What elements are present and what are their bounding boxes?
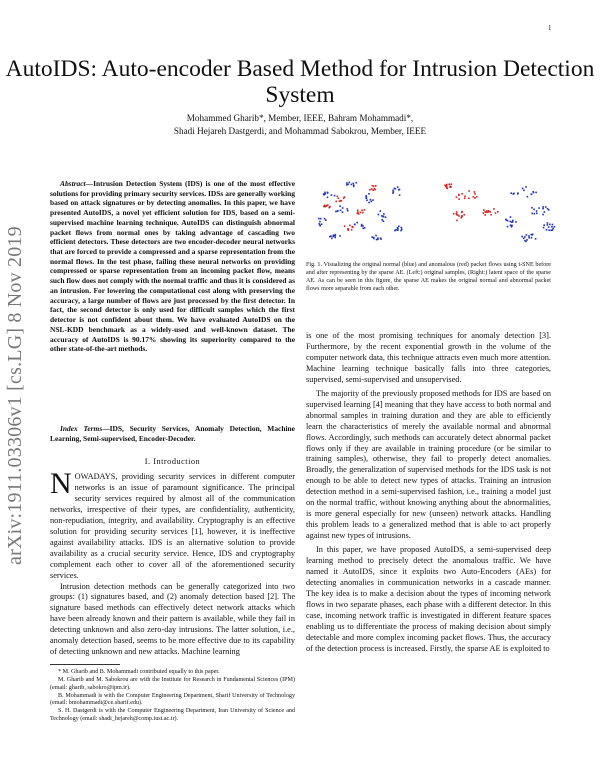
anomalous-point [335,201,337,203]
normal-point [376,239,378,241]
anomalous-point [448,184,450,186]
anomalous-point [473,196,475,198]
abstract-text: —Intrusion Detection System (IDS) is one of the most effective solutions for providing primary security services. IDSs are generally working based on attack signatures or by detecting anomalies. In this paper, we have presented AutoIDS, a novel yet efficient solution for IDS, based on a semi-supervised machine learning technique. AutoIDS can distinguish abnormal packet flows from normal ones by taking advantage of cascading two efficient detectors. These detectors are two encoder-decoder neural networks that are forced to provide a compressed and a sparse representation from the normal flows. In the test phase, failing these neural networks on providing compressed or sparse representation from an incoming packet flow, means such flow does not comply with the normal traffic and thus it is considered as an intrusion. For lowering the computational cost along with preserving the accuracy, a large number of flows are just processed by the first detector. In fact, the second detector is only used for difficult samples which the first detector is not confident about them. We have evaluated AutoIDS on the NSL-KDD benchmark as a widely-used and well-known dataset. The accuracy of AutoIDS is 90.17% showing its superiority compared to the other state-of-the-art methods. [50,179,295,354]
anomalous-point [349,225,351,227]
anomalous-point [468,190,470,192]
normal-point [329,236,331,238]
normal-point [531,207,533,209]
normal-point [318,223,320,225]
normal-point [364,227,366,229]
normal-point [361,224,363,226]
normal-point [366,197,368,199]
normal-point [347,210,349,212]
normal-point [325,219,327,221]
normal-point [327,192,329,194]
normal-point [373,237,375,239]
normal-point [371,236,373,238]
anomalous-point [464,198,466,200]
normal-point [507,220,509,222]
anomalous-point [446,185,448,187]
anomalous-point [450,186,452,188]
normal-point [543,224,545,226]
normal-point [547,222,549,224]
normal-point [552,228,554,230]
normal-point [522,188,524,190]
drop-cap: N [50,467,72,500]
normal-point [536,213,538,215]
anomalous-point [360,212,362,214]
normal-point [531,193,533,195]
normal-point [370,199,372,201]
normal-point [505,219,507,221]
normal-point [342,211,344,213]
anomalous-point [483,212,485,214]
normal-point [372,199,374,201]
normal-point [535,192,537,194]
index-terms [50,424,295,443]
anomalous-point [357,211,359,213]
normal-point [361,225,363,227]
anomalous-point [338,198,340,200]
normal-point [347,184,349,186]
normal-point [536,210,538,212]
paper-title: AutoIDS: Auto-encoder Based Method for Intrusion Detection System [5,56,595,108]
footnote: M. Gharib and M. Sabokrou are with the Institute for Research in Fundamental Sciences (IPM) (email: gharib, sabokro@ipm.ir). [50,676,295,691]
normal-point [380,210,382,212]
normal-point [546,229,548,231]
normal-point [550,230,552,232]
anomalous-point [357,213,359,215]
normal-point [334,195,336,197]
normal-point [528,235,530,237]
normal-point [371,201,373,203]
normal-point [392,190,394,192]
normal-point [510,224,512,226]
normal-point [327,197,329,199]
normal-point [383,213,385,215]
normal-point [512,193,514,195]
anomalous-point [458,194,460,196]
anomalous-point [461,193,463,195]
index-terms-text: —IDS, Security Services, Anomaly Detection, Machine Learning, Semi-supervised, Encoder-Decoder. [50,424,295,443]
anomalous-point [337,196,339,198]
intro-paragraph-1 [50,467,295,582]
normal-point [362,228,364,230]
tsne-original-plot [318,182,403,241]
normal-point [366,195,368,197]
anomalous-point [497,211,499,213]
normal-point [545,206,547,208]
normal-point [531,213,533,215]
figure-caption: Fig. 1. Visualizing the original normal (blue) and anomalous (red) packet flows using t-SNE before and after representing by the sparse AE. (Left:) original samples, (Right:) latent space of the sparse AE. As can be seen in this figure, the sparse AE makes the original normal and abnormal packet flows more separable from each other. [306,262,551,292]
normal-point [354,224,356,226]
normal-point [542,206,544,208]
anomalous-point [375,185,377,187]
normal-point [319,225,321,227]
normal-point [353,186,355,188]
footnote: S. H. Dastgerdi is with the Computer Engineering Department, Iran University of Science and Technology (email: shadi_hejareh@comp.iust.ac.ir). [50,708,295,723]
normal-point [534,213,536,215]
normal-point [380,237,382,239]
normal-point [551,226,553,228]
normal-point [399,194,401,196]
normal-point [527,196,529,198]
normal-point [532,234,534,236]
anomalous-point [357,210,359,212]
normal-point [339,235,341,237]
normal-point [400,230,402,232]
normal-point [512,221,514,223]
normal-point [521,236,523,238]
normal-point [356,222,358,224]
normal-point [538,207,540,209]
anomalous-point [347,229,349,231]
anomalous-point [369,189,371,191]
normal-point [339,205,341,207]
anomalous-point [495,212,497,214]
normal-point [394,230,396,232]
anomalous-point [362,212,364,214]
normal-point [397,186,399,188]
normal-point [353,183,355,185]
anomalous-point [456,220,458,222]
author-line-1: Mohammed Gharib*, Member, IEEE, Bahram Mohammadi*, [186,113,414,123]
tsne-latent-plot [444,183,555,242]
normal-point [507,226,509,228]
intro-paragraph-2: Intrusion detection methods can be generally categorized into two groups: (1) signatures based, and (2) anomaly detection based [2]. The signature based methods can effectively detect network attacks which have been already known and their pattern is available, while they fail in detecting unknown and also zero-day intrusions. The latter solution, i.e., anomaly detection based, seems to be more effective due to its capability of detecting unknown and new attacks. Machine learning [50,581,295,657]
normal-point [397,229,399,231]
anomalous-point [464,196,466,198]
anomalous-point [374,189,376,191]
normal-point [544,211,546,213]
normal-point [342,207,344,209]
anomalous-point [339,200,341,202]
normal-point [510,216,512,218]
abstract-label: Abstract [60,179,86,188]
arxiv-stamp: arXiv:1911.03306v1 [cs.LG] 8 Nov 2019 [4,226,26,565]
normal-point [517,193,519,195]
normal-point [340,210,342,212]
author-line-2: Shadi Hejareh Dastgerdi, and Mohammad Sabokrou, Member, IEEE [173,126,427,136]
normal-point [510,192,512,194]
normal-point [509,221,511,223]
anomalous-point [456,211,458,213]
anomalous-point [474,193,476,195]
normal-point [325,193,327,195]
anomalous-point [458,198,460,200]
normal-point [366,199,368,201]
anomalous-point [488,210,490,212]
normal-point [335,211,337,213]
normal-point [337,210,339,212]
section-heading: I. Introduction [144,457,201,466]
normal-point [394,188,396,190]
normal-point [397,228,399,230]
right-paragraph-3: In this paper, we have proposed AutoIDS, a semi-supervised deep learning method to precisely detect the anomalous traffic. We have named it AutoIDS, since it exploits two Auto-Encoders (AEs) for detecting anomalies in communication networks in a cascade manner. The key idea is to make a decision about the types of incoming network flows in two separate phases, each phase with a different detector. In this case, incoming network traffic is investigated in different feature spaces enabling us to differentiate the process of making decision about simply detectable and more complex incoming packet flows. Thus, the accuracy of the detection process is increased. Firstly, the sparse AE is exploited to [306,545,551,653]
normal-point [377,239,379,241]
footnote-rule [50,664,120,665]
tsne-figure [298,175,560,247]
normal-point [320,218,322,220]
anomalous-point [341,200,343,202]
normal-point [334,235,336,237]
normal-point [533,209,535,211]
abstract [50,179,295,354]
normal-point [381,219,383,221]
normal-point [523,190,525,192]
anomalous-point [474,191,476,193]
footnotes [50,669,295,724]
anomalous-point [446,184,448,186]
anomalous-point [463,214,465,216]
normal-point [535,238,537,240]
anomalous-point [364,209,366,211]
anomalous-point [489,211,491,213]
footnote: B. Mohammadi is with the Computer Engineering Department, Sharif University of Technology (email: bmohammadi@ce.sharif.edu). [50,692,295,707]
normal-point [512,220,514,222]
normal-point [368,193,370,195]
anomalous-point [373,185,375,187]
anomalous-point [468,198,470,200]
normal-point [375,235,377,237]
index-terms-label: Index Terms [60,424,103,433]
normal-point [378,214,380,216]
normal-point [319,221,321,223]
normal-point [523,238,525,240]
normal-point [401,227,403,229]
anomalous-point [361,210,363,212]
right-paragraph-2: The majority of the previously proposed methods for IDS are based on supervised learning [4] meaning that they have access to both normal and abnormal samples in training duration and they are able to efficiently learn the characteristics of merely the available normal and abnormal flows. Accordingly, such methods can accurately detect abnormal packet flows only if they are available in training procedure (or be similar to training samples), otherwise, they fail to properly detect anomalies. Broadly, the generalization of supervised methods for the IDS task is not enough to be able to detect new types of attacks. Training an intrusion detection method in a semi-supervised fashion, i.e., training a model just on the normal traffic, without knowing anything about the abnormalities, is more general especially for new (unseen) network attacks. Handling this problem leads to a generalized method that is able to act properly against new types of intrusions. [306,388,551,541]
normal-point [548,209,550,211]
normal-point [528,237,530,239]
normal-point [542,214,544,216]
normal-point [547,224,549,226]
normal-point [324,192,326,194]
intro-body [50,467,295,658]
normal-point [398,189,400,191]
intro-paragraph-1-text: providing security services in different computer networks is an issue of paramount significance. The principal security services required by almost all of the communication networks, irrespective of their types, are confidentiality, authenticity, non-repudiation, integrity, and availability. Cryptography is an effective solution for providing security services [1], however, it is ineffective against availability attacks. IDS is an alternative solution to provide availability as a crucial security service. Hence, IDS and cryptography complement each other to cover all of the aforementioned security services. [50,472,295,580]
normal-point [549,224,551,226]
anomalous-point [352,226,354,228]
normal-point [324,218,326,220]
anomalous-point [461,216,463,218]
normal-point [356,182,358,184]
normal-point [526,239,528,241]
anomalous-point [344,225,346,227]
anomalous-point [456,214,458,216]
page-number: 1 [548,24,552,32]
right-paragraph-1: is one of the most promising techniques for anomaly detection [3]. Furthermore, by the recent exponential growth in the volume of the computer network data, this technique attracts even much more attention. Machine learning technique basically falls into three categories, supervised, semi-supervised and unsupervised. [306,331,551,384]
normal-point [321,223,323,225]
anomalous-point [328,207,330,209]
anomalous-point [351,229,353,231]
normal-point [318,218,320,220]
normal-point [524,240,526,242]
anomalous-point [372,189,374,191]
anomalous-point [453,213,455,215]
anomalous-point [326,205,328,207]
normal-point [331,238,333,240]
right-column-body [306,331,551,655]
normal-point [332,236,334,238]
normal-point [511,225,513,227]
footnote: * M. Gharib and B. Mohammadi contributed equally to this paper. [58,669,220,675]
normal-point [526,234,528,236]
normal-point [383,215,385,217]
author-list [0,112,600,138]
normal-point [525,186,527,188]
normal-point [385,216,387,218]
normal-point [346,208,348,210]
normal-point [349,182,351,184]
normal-point [393,191,395,193]
anomalous-point [476,196,478,198]
normal-point [548,230,550,232]
anomalous-point [343,198,345,200]
anomalous-point [490,214,492,216]
anomalous-point [483,209,485,211]
normal-point [533,192,535,194]
anomalous-point [446,187,448,189]
anomalous-point [474,197,476,199]
normal-point [552,224,554,226]
normal-point [542,208,544,210]
normal-point [515,221,517,223]
normal-point [554,226,556,228]
normal-point [334,237,336,239]
anomalous-point [493,208,495,210]
anomalous-point [461,212,463,214]
normal-point [381,215,383,217]
normal-point [543,227,545,229]
anomalous-point [484,214,486,216]
normal-point [398,226,400,228]
intro-first-word: OWADAYS, [74,472,118,481]
anomalous-point [451,183,453,185]
normal-point [368,202,370,204]
normal-point [531,237,533,239]
anomalous-point [371,188,373,190]
anomalous-point [324,205,326,207]
normal-point [331,194,333,196]
anomalous-point [456,196,458,198]
normal-point [351,184,353,186]
normal-point [548,226,550,228]
